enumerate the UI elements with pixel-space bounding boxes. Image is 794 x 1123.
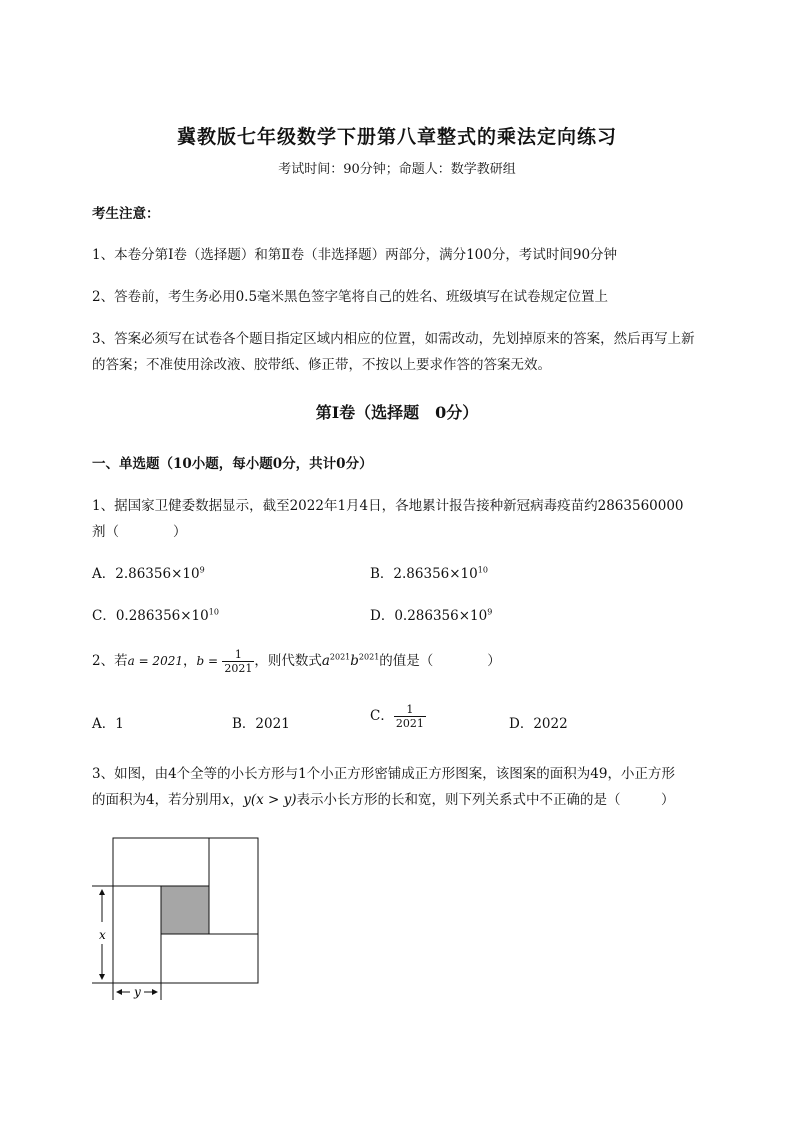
- notice-item-2: 2、答卷前，考生务必用0.5毫米黑色签字笔将自己的姓名、班级填写在试卷规定位置上: [92, 289, 609, 305]
- q2-fraction-b: $\frac{1}{2021}$: [224, 648, 253, 675]
- q2-option-d[interactable]: D．2022: [509, 716, 568, 732]
- part-heading: 一、单选题（10小题，每小题0分，共计0分）: [92, 456, 373, 472]
- q1-option-d[interactable]: D．$0.286356\times 10^9$: [370, 607, 493, 624]
- q1-stem: 1、据国家卫健委数据显示，截至2022年1月4日，各地累计报告接种新冠病毒疫苗约2863560000: [92, 498, 684, 514]
- q2-option-c[interactable]: C． $\frac{1}{2021}$: [370, 703, 424, 730]
- notice-item-3: 3、答案必须写在试卷各个题目指定区域内相应的位置，如需改动，先划掉原来的答案，然后再写上新: [92, 331, 695, 347]
- section-title: 第I卷（选择题 0分）: [315, 403, 479, 422]
- q1-option-a[interactable]: A．$2.86356\times 10^9$: [92, 565, 205, 582]
- q1-option-c[interactable]: C．$0.286356\times 10^{10}$: [92, 607, 219, 624]
- q2-option-b[interactable]: B．2021: [232, 716, 290, 732]
- notice-heading: 考生注意：: [92, 206, 160, 222]
- q3-stem-cont: 的面积为4，若分别用x，y(x > y)表示小长方形的长和宽，则下列关系式中不正确的是（ ）: [92, 792, 675, 808]
- q3-figure: [90, 830, 270, 1005]
- q2-option-a[interactable]: A．1: [92, 716, 124, 732]
- notice-item-3-cont: 的答案；不准使用涂改液、胶带纸、修正带，不按以上要求作答的答案无效。: [92, 357, 551, 373]
- notice-item-1: 1、本卷分第I卷（选择题）和第Ⅱ卷（非选择题）两部分，满分100分，考试时间90分钟: [92, 247, 618, 263]
- page-title: 冀教版七年级数学下册第八章整式的乘法定向练习: [176, 126, 617, 148]
- q1-stem-cont: 剂（ ）: [92, 524, 187, 540]
- q2-stem: 2、若a = 2021，b = $\frac{1}{2021}$ ，则代数式$a^{2021}b^{2021}$的值是（ ）: [92, 648, 501, 675]
- label-y: y: [134, 985, 141, 999]
- exam-info: 考试时间：90分钟；命题人：数学教研组: [278, 162, 516, 177]
- label-x: x: [99, 928, 106, 942]
- q1-option-b[interactable]: B．$2.86356\times 10^{10}$: [370, 565, 488, 582]
- q3-stem: 3、如图，由4个全等的小长方形与1个小正方形密铺成正方形图案，该图案的面积为49，小正方形: [92, 766, 675, 782]
- inner-square: [161, 886, 209, 934]
